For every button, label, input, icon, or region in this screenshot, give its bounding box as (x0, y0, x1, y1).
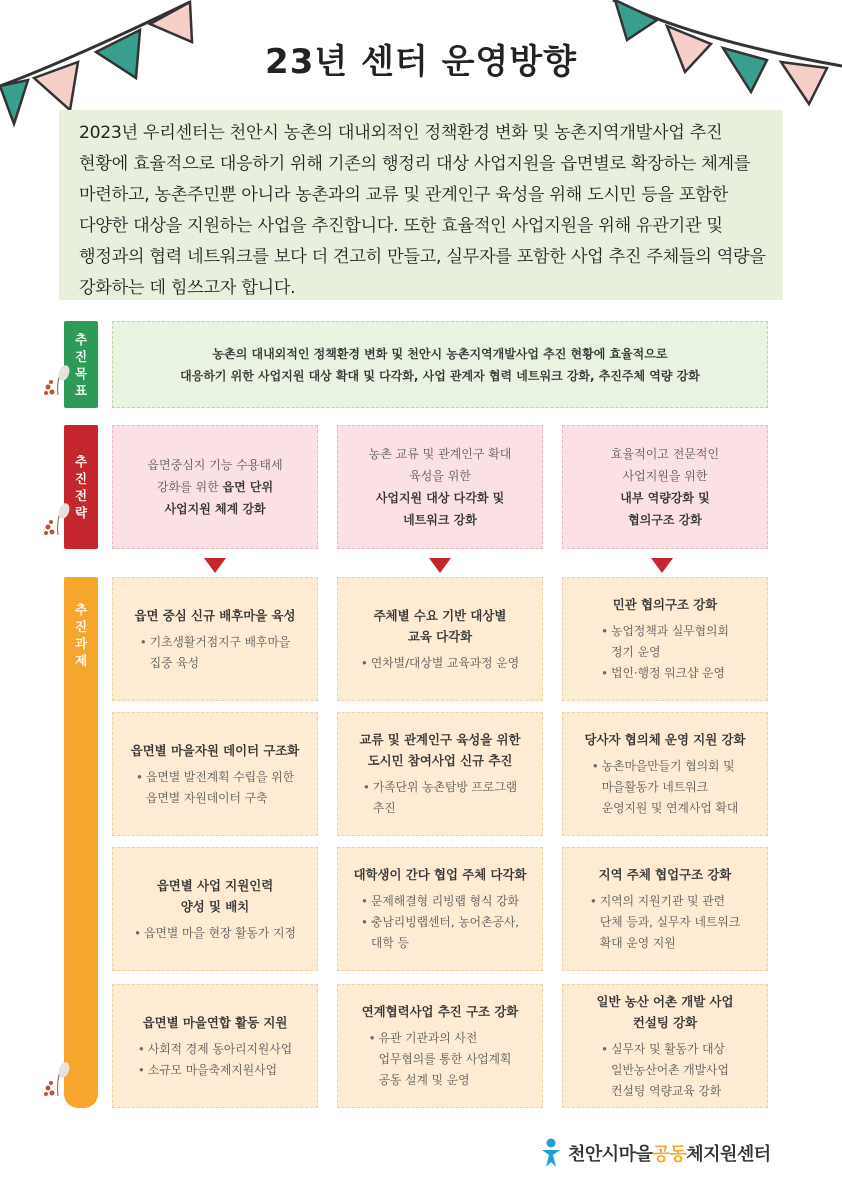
strategy-2-line-1: 농촌 교류 및 관계인구 확대 (368, 447, 512, 461)
task-title: 대학생이 간다 협업 주체 다각화 (353, 867, 527, 882)
task-box (112, 577, 318, 701)
strategy-label-char: 진 (74, 471, 88, 486)
task-bullet: • 법인·행정 워크샵 운영 (601, 663, 729, 684)
task-bullet-list (136, 767, 294, 809)
goal-label-char: 목 (74, 365, 88, 381)
strategy-box-1 (112, 425, 318, 549)
task-box (562, 712, 768, 836)
task-bullet-list (601, 621, 729, 684)
task-title: 민관 협의구조 강화 (612, 597, 718, 612)
task-title: 지역 주체 협업구조 강화 (598, 867, 732, 882)
strategy-box-3 (562, 425, 768, 549)
berry-sprig-icon (42, 1062, 72, 1098)
task-box (112, 712, 318, 836)
intro-text: 2023년 우리센터는 천안시 농촌의 대내외적인 정책환경 변화 및 농촌지역개발사업 추진 현황에 효율적으로 대응하기 위해 기존의 행정리 대상 사업지원을 읍면별로 확장하는 체계를 마련하고, 농촌주민뿐 아니라 농촌과의 교류 및 관계인구 육성을 위해 도시민 등을 포함한 다양한 대상을 지원하는 사업을 추진합니다. 또한 효율적인 사업지원을 위해 유관기관 및 행정과의 협력 네트워크를 보다 더 견고히 만들고, 실무자를 포함한 사업 추진 주체들의 역량을 강화하는 데 힘쓰고자 합니다. (79, 123, 766, 298)
task-bullet: • 농촌마을만들기 협의회 및 마을활동가 네트워크 운영지원 및 연계사업 확대 (592, 756, 739, 819)
goal-line-2: 대응하기 위한 사업지원 대상 확대 및 다각화, 사업 관계자 협력 네트워크 강화, 추진주체 역량 강화 (180, 368, 700, 383)
down-arrow-icon (204, 558, 226, 573)
person-logo-icon (540, 1138, 562, 1168)
strategy-label-char: 전 (74, 488, 88, 503)
task-bullet: • 지역의 지원기관 및 관련 단체 등과, 실무자 네트워크 확대 운영 지원 (590, 891, 740, 954)
task-title: 읍면별 마을자원 데이터 구조화 (130, 742, 300, 758)
goal-label-char: 추 (74, 331, 88, 347)
task-bullet: • 농업정책과 실무협의회 정기 운영 (601, 621, 729, 663)
task-bullet-list (592, 756, 739, 819)
strategy-2-line-4: 네트워크 강화 (403, 513, 477, 527)
strategy-3-line-2: 사업지원을 위한 (622, 469, 708, 483)
task-title: 읍면별 마을연합 활동 지원 (142, 1014, 288, 1030)
task-box (337, 847, 543, 971)
task-title: 연계협력사업 추진 구조 강화 (361, 1004, 519, 1019)
task-bullet-list (134, 923, 296, 944)
strategy-label-char: 추 (74, 454, 88, 469)
task-bullet: • 유관 기관과의 사전 업무협의를 통한 사업계획 공동 설계 및 운영 (369, 1028, 512, 1091)
task-bullet-list (140, 632, 291, 674)
task-box (337, 984, 543, 1108)
task-title: 당사자 협의체 운영 지원 강화 (584, 732, 746, 747)
strategy-1-line-1: 읍면중심지 기능 수용태세 (147, 458, 283, 472)
task-bullet: • 읍면별 마을 현장 활동가 지정 (134, 923, 296, 944)
task-bullet: • 가족단위 농촌탐방 프로그램 추진 (363, 777, 517, 819)
strategy-3-line-1: 효율적이고 전문적인 (610, 447, 720, 461)
task-bullet-list (369, 1028, 512, 1091)
task-bullet: • 문제해결형 리빙랩 형식 강화 (361, 891, 519, 912)
task-box (562, 847, 768, 971)
task-title: 일반 농산 어촌 개발 사업 컨설팅 강화 (596, 993, 734, 1030)
strategy-1-line-2: 강화를 위한 (156, 480, 223, 494)
goal-line-1: 농촌의 대내외적인 정책환경 변화 및 천안시 농촌지역개발사업 추진 현황에 효율적으로 (212, 346, 668, 361)
task-box (562, 984, 768, 1108)
footer-name-1: 천안시마을 (568, 1144, 653, 1165)
task-box (112, 847, 318, 971)
task-label-char: 제 (74, 653, 88, 668)
task-box (337, 577, 543, 701)
strategy-1-line-3: 사업지원 체계 강화 (164, 502, 266, 516)
strategy-2-line-2: 육성을 위한 (409, 469, 471, 483)
intro-box (59, 110, 783, 300)
task-title: 읍면별 사업 지원인력 양성 및 배치 (156, 877, 274, 914)
task-label-char: 진 (74, 619, 88, 634)
strategy-3-line-3: 내부 역량강화 및 (620, 491, 710, 505)
task-label-char: 추 (74, 602, 88, 617)
task-bullet-list (138, 1039, 292, 1081)
task-label (64, 577, 98, 1108)
strategy-label-char: 략 (74, 505, 88, 520)
task-box (112, 984, 318, 1108)
task-title: 교류 및 관계인구 육성을 위한 도시민 참여사업 신규 추진 (359, 732, 521, 768)
task-bullet: • 충남리빙랩센터, 농어촌공사, 대학 등 (361, 912, 519, 954)
task-bullet-list (361, 653, 519, 674)
center-logo (540, 1138, 771, 1168)
strategy-1-line-2-bold: 읍면 단위 (222, 480, 274, 494)
task-bullet: • 읍면별 발전계획 수립을 위한 읍면별 자원데이터 구축 (136, 767, 294, 809)
task-bullet: • 실무자 및 활동가 대상 일반농산어촌 개발사업 컨설팅 역량교육 강화 (601, 1039, 729, 1102)
task-title: 주체별 수요 기반 대상별 교육 다각화 (373, 607, 507, 644)
page-title: 23년 센터 운영방향 (265, 42, 577, 82)
strategy-3-line-4: 협의구조 강화 (628, 513, 702, 527)
down-arrow-icon (429, 558, 451, 573)
berry-sprig-icon (42, 503, 72, 537)
task-label-char: 과 (74, 636, 88, 651)
task-bullet: • 연차별/대상별 교육과정 운영 (361, 653, 519, 674)
goal-label-char: 진 (74, 348, 88, 364)
task-title: 읍면 중심 신규 배후마을 육성 (134, 607, 296, 623)
footer-name-2: 공동 (652, 1144, 687, 1165)
goal-box (112, 321, 768, 408)
task-box (562, 577, 768, 701)
strategy-2-line-3: 사업지원 대상 다각화 및 (375, 491, 505, 505)
task-bullet: • 기초생활거점지구 배후마을 집중 육성 (140, 632, 291, 674)
task-bullet-list (601, 1039, 729, 1102)
task-bullet: • 사회적 경제 동아리지원사업 (138, 1039, 292, 1060)
task-bullet: • 소규모 마을축제지원사업 (138, 1060, 292, 1081)
task-box (337, 712, 543, 836)
task-bullet-list (361, 891, 519, 954)
down-arrow-icon (651, 558, 673, 573)
berry-sprig-icon (42, 365, 72, 397)
task-bullet-list (590, 891, 740, 954)
strategy-box-2 (337, 425, 543, 549)
footer-name-3: 체지원센터 (686, 1144, 771, 1165)
goal-label-char: 표 (74, 382, 88, 398)
task-bullet-list (363, 777, 517, 819)
